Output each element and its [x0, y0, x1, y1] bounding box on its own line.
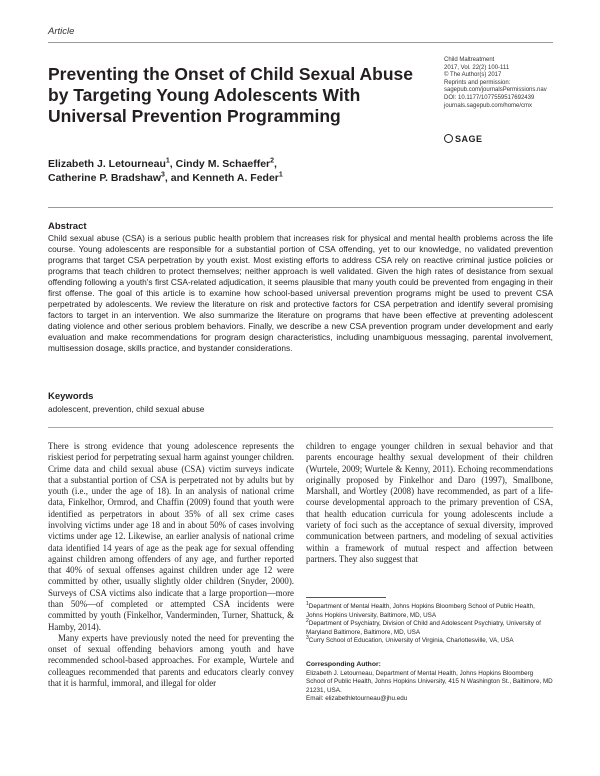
abstract-text: Child sexual abuse (CSA) is a serious public health problem that increases risk for physical and mental health problems across the life course. Young adolescents are responsible for a substantial portion of CSA offending, yet to our knowledge, no validated prevention programs that target CSA perpetration by youth exist. Most existing efforts to address CSA rely on reactive criminal justice policies or programs that teach children to protect themselves; neither approach is well validated. Given the high rates of desistance from sexual offending following a youth's first CSA-related adjudication, it seems plausible that many youth could be prevented from engaging in their first offense. The goal of this article is to examine how school-based universal prevention programs might be used to prevent CSA perpetrated by adolescents. We review the literature on risk and protective factors for CSA perpetration and identify several promising factors to target in an intervention. We also summarize the literature on programs that have been effective at preventing adolescent dating violence and other serious problem behaviors. Finally, we describe a new CSA prevention program under development and early evaluation and make recommendations for program design characteristics, including unambiguous messaging, parental involvement, multisession dosage, skills practice, and bystander considerations.	[48, 233, 553, 353]
corresponding-heading: Corresponding Author:	[306, 661, 381, 668]
header-divider	[48, 42, 553, 43]
corresponding-address: Elizabeth J. Letourneau, Department of Mental Health, Johns Hopkins Bloomberg School of Public Health, Johns Hopkins University, 415 N Washington St., Baltimore, MD 21231, USA.	[306, 669, 553, 694]
author-name: Elizabeth J. Letourneau	[48, 158, 166, 170]
article-title: Preventing the Onset of Child Sexual Abuse by Targeting Young Adolescents With Universal Prevention Programming	[48, 64, 413, 126]
affiliation-footnote: $^2$Department of Psychiatry, Division of Child and Adolescent Psychiatry, University of Maryland Baltimore, Baltimore, MD, USA	[306, 618, 541, 636]
body-paragraph: Many experts have previously noted the need for preventing the onset of sexual offending behaviors among youth and have recommended school-based approaches. For example, Wurtele and colleagues recommended that parents and educators clearly convey that it is harmful, immoral, and illegal for older	[48, 632, 294, 688]
reprints-link[interactable]: sagepub.com/journalsPermissions.nav	[444, 87, 547, 94]
affiliation-footnote: $^3$Curry School of Education, University of Virginia, Charlottesville, VA, USA	[306, 635, 514, 645]
author-affiliation-mark: 1	[165, 157, 170, 165]
journal-home-link[interactable]: journals.sagepub.com/home/cmx	[444, 102, 533, 109]
abstract-heading: Abstract	[48, 221, 87, 232]
affiliation-footnotes	[306, 600, 553, 646]
author-affiliation-mark: 3	[161, 171, 165, 179]
journal-meta	[444, 57, 574, 110]
body-column-left	[48, 441, 294, 689]
journal-name: Child Maltreatment	[444, 57, 495, 63]
body-column-right	[306, 441, 553, 565]
corresponding-author	[306, 661, 553, 704]
body-paragraph: There is strong evidence that young adolescence represents the riskiest period for perpetrating sexual harm against younger children. Crime data and child sexual abuse (CSA) victim surveys indicate that a substantial portion of CSA is perpetrated not by adults but by youth (i.e., under the age of 18). In an analysis of national crime data, Finkelhor, Ormrod, and Chaffin (2009) found that youth were identified as perpetrators in about 35% of all sex crime cases involving victims under age 18 and in about 50% of cases involving victims under age 12. Likewise, an earlier analysis of national crime data identified 14 years of age as the peak age for sexual offending against children among offenders of any age, and further reported that 40% of sexual offenses against children under age 12 were committed by other, usually slightly older children (Snyder, 2000). Surveys of CSA victims also indicate that a large proportion—more than 50%—of completed or attempted CSA incidents were committed by youth (Finkelhor, Vanderminden, Turner, Shattuck, & Hamby, 2014).	[48, 441, 294, 632]
author-affiliation-mark: 2	[270, 157, 275, 165]
author-affiliation-mark: 1	[278, 171, 283, 179]
affiliation-footnote: $^1$Department of Mental Health, Johns Hopkins Bloomberg School of Public Health, Johns Hopkins University, Baltimore, MD, USA	[306, 600, 535, 619]
copyright-line: © The Author(s) 2017	[444, 72, 502, 79]
abstract-divider	[48, 207, 553, 208]
keywords-text: adolescent, prevention, child sexual abuse	[48, 404, 205, 414]
sage-logo: SAGE	[444, 134, 483, 144]
body-divider	[48, 427, 553, 428]
journal-volume: 2017, Vol. 22(2) 100-111	[444, 64, 510, 71]
keywords-heading: Keywords	[48, 391, 94, 402]
author-name: and Kenneth A. Feder	[170, 172, 279, 184]
author-list: Elizabeth J. Letourneau$^1$, Cindy M. Schaeffer$^2$, Catherine P. Bradshaw$^3$, and Kenneth A. Feder$^1$	[48, 157, 283, 184]
article-type-label: Article	[48, 26, 75, 37]
corresponding-email[interactable]: Email: elizabethletourneau@jhu.edu	[306, 695, 408, 703]
body-paragraph: children to engage younger children in sexual behavior and that parents encourage healthy sexual development of their children (Wurtele, 2009; Wurtele & Kenny, 2011). Echoing recommendations originally proposed by Finkelhor and Daro (1997), Smallbone, Marshall, and Wortley (2008) have recommended, as part of a life-course developmental approach to the primary prevention of CSA, that health education curricula for young adolescents include a variety of foci such as the acceptance of sexual diversity, improved communication between partners, and modeling of sexual activities within a framework of mutual respect and affection between partners. They also suggest that	[306, 441, 553, 564]
sage-logo-icon	[444, 134, 453, 143]
footnote-divider	[306, 597, 386, 598]
author-name: Catherine P. Bradshaw	[48, 172, 162, 184]
reprints-line: Reprints and permission:	[444, 79, 511, 86]
doi-link[interactable]: DOI: 10.1177/1077559517692439	[444, 94, 535, 101]
author-name: Cindy M. Schaeffer	[175, 158, 271, 170]
